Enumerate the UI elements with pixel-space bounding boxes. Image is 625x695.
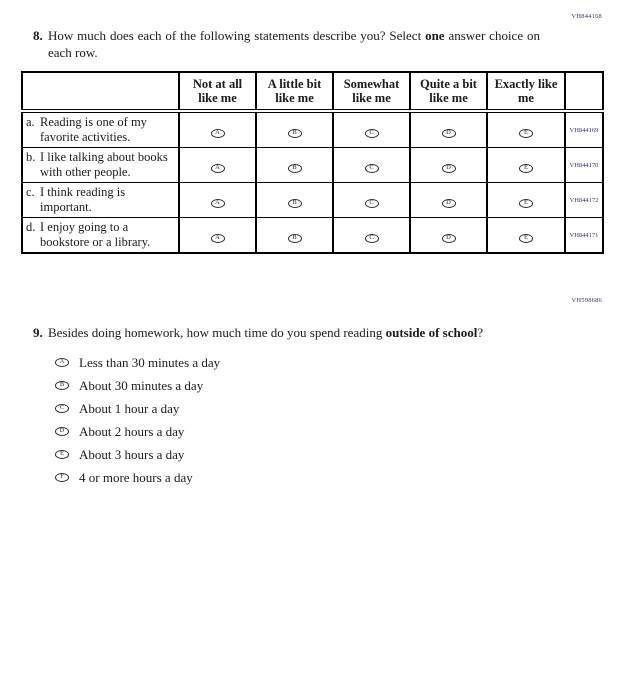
q9-option-a [55, 351, 625, 374]
answer-oval-d[interactable]: D [55, 427, 69, 436]
answer-oval-c[interactable]: C [365, 234, 379, 243]
question-9-text-before: Besides doing homework, how much time do you spend reading [48, 325, 386, 340]
answer-oval-b[interactable]: B [288, 234, 302, 243]
answer-oval-b[interactable]: B [288, 129, 302, 138]
table-row [22, 218, 603, 254]
statement-cell [22, 148, 179, 183]
answer-cell [256, 218, 333, 254]
row-accession-code: VH844170 [565, 148, 603, 183]
answer-cell [333, 218, 410, 254]
row-accession-code: VH844172 [565, 183, 603, 218]
row-marker: a. [26, 115, 35, 129]
table-row [22, 148, 603, 183]
answer-cell [256, 183, 333, 218]
answer-oval-a[interactable]: A [211, 234, 225, 243]
answer-cell [333, 111, 410, 148]
code-column-header [565, 72, 603, 111]
question-8-text-bold: one [425, 28, 445, 43]
option-label: About 30 minutes a day [79, 377, 204, 393]
q9-option-b [55, 374, 625, 397]
answer-cell [487, 111, 565, 148]
statement-cell [22, 111, 179, 148]
column-header-1: Not at all like me [179, 72, 256, 111]
answer-oval-d[interactable]: D [442, 234, 456, 243]
answer-oval-e[interactable]: E [519, 129, 533, 138]
answer-oval-c[interactable]: C [365, 164, 379, 173]
row-statement: I like talking about books with other people. [40, 150, 168, 179]
option-label: About 3 hours a day [79, 446, 185, 462]
answer-oval-d[interactable]: D [442, 199, 456, 208]
answer-cell [256, 111, 333, 148]
answer-oval-e[interactable]: E [55, 450, 69, 459]
answer-oval-b[interactable]: B [288, 164, 302, 173]
row-marker: b. [26, 150, 36, 164]
statement-wrap [26, 150, 175, 180]
statement-column-header [22, 72, 179, 111]
column-header-2: A little bit like me [256, 72, 333, 111]
q9-options-list [55, 351, 625, 489]
answer-oval-e[interactable]: E [519, 164, 533, 173]
row-marker: c. [26, 185, 35, 199]
row-marker: d. [26, 220, 36, 234]
answer-cell [410, 148, 487, 183]
answer-oval-d[interactable]: D [442, 164, 456, 173]
option-label: Less than 30 minutes a day [79, 354, 221, 370]
q8-accession-code: VH844168 [571, 13, 602, 20]
statement-wrap [26, 115, 175, 145]
statement-wrap [26, 220, 175, 250]
column-header-4: Quite a bit like me [410, 72, 487, 111]
q8-table-header-row [22, 72, 603, 111]
answer-cell [487, 148, 565, 183]
answer-cell [410, 111, 487, 148]
answer-cell [333, 183, 410, 218]
statement-cell [22, 218, 179, 254]
answer-oval-b[interactable]: B [288, 199, 302, 208]
question-8-number: 8. [33, 28, 43, 43]
answer-oval-b[interactable]: B [55, 381, 69, 390]
q8-matrix-table [21, 71, 604, 254]
answer-oval-a[interactable]: A [55, 358, 69, 367]
q9-option-f [55, 466, 625, 489]
q9-option-d [55, 420, 625, 443]
answer-cell [410, 183, 487, 218]
table-row [22, 111, 603, 148]
question-9-text-bold: outside of school [385, 325, 478, 340]
row-statement: I enjoy going to a bookstore or a library. [40, 220, 151, 249]
answer-oval-d[interactable]: D [442, 129, 456, 138]
question-8-text-after: answer choice on each row. [48, 28, 540, 60]
q9-option-e [55, 443, 625, 466]
row-accession-code: VH844171 [565, 218, 603, 254]
question-9 [33, 324, 625, 341]
answer-oval-a[interactable]: A [211, 199, 225, 208]
question-9-text-after: ? [477, 325, 484, 340]
option-label: About 1 hour a day [79, 400, 180, 416]
answer-oval-e[interactable]: E [519, 199, 533, 208]
option-label: 4 or more hours a day [79, 469, 193, 485]
answer-oval-c[interactable]: C [365, 129, 379, 138]
answer-cell [179, 148, 256, 183]
answer-oval-a[interactable]: A [211, 129, 225, 138]
answer-oval-f[interactable]: F [55, 473, 69, 482]
answer-cell [410, 218, 487, 254]
question-9-text [48, 324, 483, 341]
row-statement: Reading is one of my favorite activities. [40, 115, 147, 144]
question-8-text [48, 27, 540, 61]
statement-wrap [26, 185, 175, 215]
answer-cell [256, 148, 333, 183]
q9-accession-code: VH598686 [571, 297, 602, 304]
column-header-5: Exactly like me [487, 72, 565, 111]
column-header-3: Somewhat like me [333, 72, 410, 111]
row-accession-code: VH844169 [565, 111, 603, 148]
answer-cell [333, 148, 410, 183]
question-8-text-before: How much does each of the following statements describe you? Select [48, 28, 426, 43]
question-8 [33, 27, 625, 61]
option-label: About 2 hours a day [79, 423, 185, 439]
table-row [22, 183, 603, 218]
answer-cell [179, 183, 256, 218]
question-9-number: 9. [33, 325, 43, 340]
answer-cell [179, 111, 256, 148]
answer-oval-c[interactable]: C [55, 404, 69, 413]
statement-cell [22, 183, 179, 218]
row-statement: I think reading is important. [40, 185, 126, 214]
q9-option-c [55, 397, 625, 420]
answer-oval-a[interactable]: A [211, 164, 225, 173]
answer-oval-e[interactable]: E [519, 234, 533, 243]
answer-cell [179, 218, 256, 254]
answer-cell [487, 183, 565, 218]
answer-oval-c[interactable]: C [365, 199, 379, 208]
answer-cell [487, 218, 565, 254]
